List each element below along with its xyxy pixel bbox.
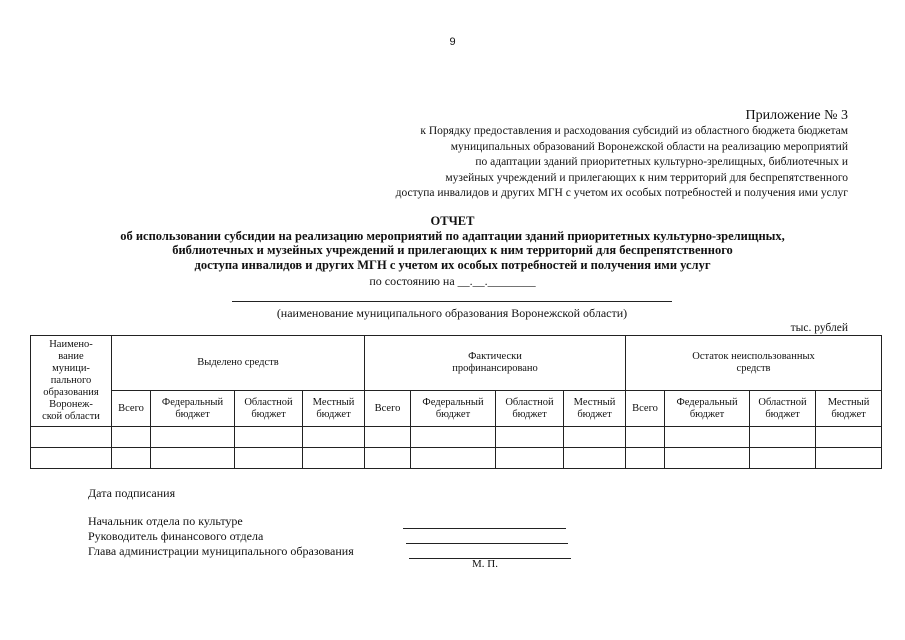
subcolumn-local: Местный бюджет [564, 391, 626, 427]
report-subtitle-line: доступа инвалидов и других МГН с учетом их особых потребностей и получения ими услуг [194, 257, 711, 272]
table-cell [750, 448, 816, 469]
table-cell [31, 427, 112, 448]
subcolumn-regional: Областной бюджет [235, 391, 303, 427]
group-header-financed: Фактически профинансировано [365, 336, 626, 391]
table-cell [365, 427, 411, 448]
report-title: ОТЧЕТ [430, 214, 475, 228]
table-subheader-row [31, 391, 882, 427]
report-subtitle-line: об использовании субсидии на реализацию мероприятий по адаптации зданий приоритетных культурно-зрелищных, [120, 228, 785, 243]
table-cell [626, 427, 665, 448]
table-cell [750, 427, 816, 448]
subcolumn-federal: Федеральный бюджет [665, 391, 750, 427]
subcolumn-local: Местный бюджет [303, 391, 365, 427]
table-row [31, 448, 882, 469]
table-row [31, 427, 882, 448]
subcolumn-federal: Федеральный бюджет [151, 391, 235, 427]
appendix-line: муниципальных образований Воронежской области на реализацию мероприятий [450, 140, 848, 153]
signature-role-finance-head: Руководитель финансового отдела [88, 529, 264, 543]
table-cell [816, 427, 882, 448]
table-cell [816, 448, 882, 469]
municipality-column-header: Наимено- вание муници- пального образования Воронеж- ской области [31, 336, 112, 427]
municipality-caption: (наименование муниципального образования Воронежской области) [276, 306, 628, 320]
table-cell [151, 427, 235, 448]
group-header-remaining: Остаток неиспользованных средств [626, 336, 882, 391]
subcolumn-total: Всего [626, 391, 665, 427]
table-cell [112, 427, 151, 448]
table-cell [235, 427, 303, 448]
subcolumn-regional: Областной бюджет [496, 391, 564, 427]
signature-line [403, 528, 566, 529]
appendix-line: музейных учреждений и прилегающих к ним территорий для беспрепятственного [445, 171, 848, 184]
municipality-fill-line [232, 301, 672, 302]
group-header-allocated: Выделено средств [112, 336, 365, 391]
subcolumn-total: Всего [365, 391, 411, 427]
subcolumn-regional: Областной бюджет [750, 391, 816, 427]
table-cell [411, 427, 496, 448]
table-cell [665, 448, 750, 469]
appendix-subtitle [396, 124, 848, 202]
table-cell [564, 448, 626, 469]
report-as-of-date: по состоянию на __.__.________ [369, 274, 536, 288]
table-cell [31, 448, 112, 469]
appendix-line: доступа инвалидов и других МГН с учетом их особых потребностей и получения ими услуг [395, 187, 848, 199]
table-cell [411, 448, 496, 469]
table-cell [303, 427, 365, 448]
subcolumn-local: Местный бюджет [816, 391, 882, 427]
table-cell [496, 448, 564, 469]
table-cell [564, 427, 626, 448]
stamp-placeholder: М. П. [472, 558, 498, 570]
signature-role-administration-head: Глава администрации муниципального образования [88, 544, 354, 558]
signature-role-culture-head: Начальник отдела по культуре [88, 514, 243, 528]
table-header-row [31, 336, 882, 391]
table-cell [496, 427, 564, 448]
units-label: тыс. рублей [790, 322, 848, 334]
table-cell [365, 448, 411, 469]
appendix-title: Приложение № 3 [745, 108, 848, 123]
table-cell [112, 448, 151, 469]
page-number: 9 [449, 36, 456, 48]
signature-line [406, 543, 568, 544]
subcolumn-federal: Федеральный бюджет [411, 391, 496, 427]
subsidy-report-table [30, 335, 882, 469]
appendix-line: по адаптации зданий приоритетных культурно-зрелищных, библиотечных и [475, 156, 848, 168]
table-cell [235, 448, 303, 469]
report-title-block [0, 214, 905, 272]
table-cell [665, 427, 750, 448]
table-cell [626, 448, 665, 469]
subcolumn-total: Всего [112, 391, 151, 427]
table-cell [151, 448, 235, 469]
appendix-line: к Порядку предоставления и расходования субсидий из областного бюджета бюджетам [420, 125, 848, 137]
signing-date-label: Дата подписания [88, 486, 176, 500]
report-subtitle-line: библиотечных и музейных учреждений и прилегающих к ним территорий для беспрепятственного [172, 243, 733, 257]
table-cell [303, 448, 365, 469]
